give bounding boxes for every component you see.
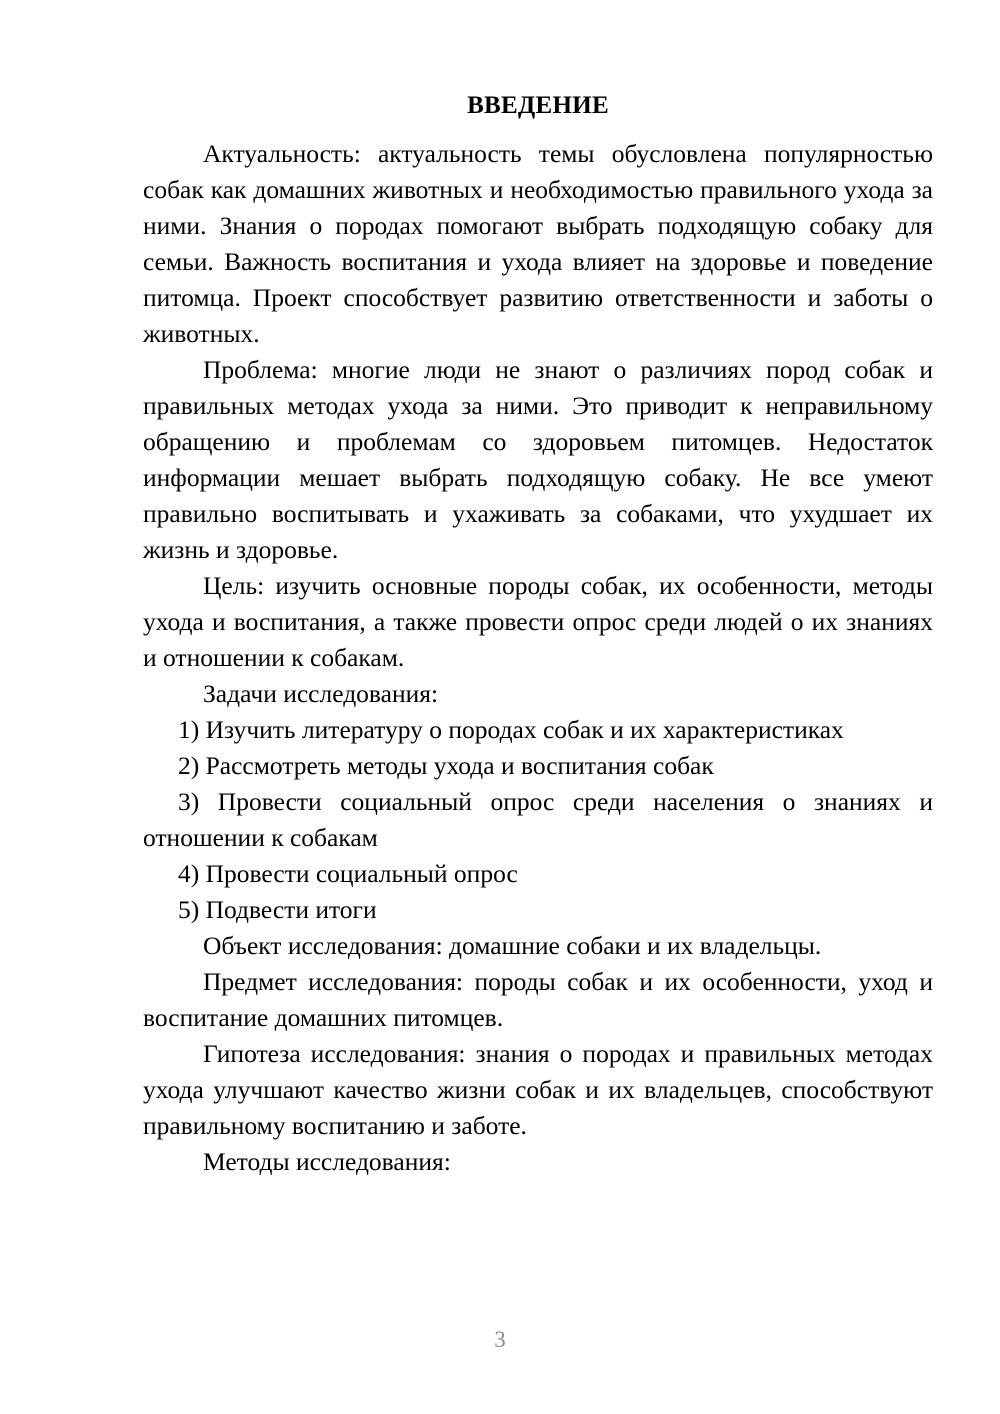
paragraph-object: Объект исследования: домашние собаки и их владельцы.	[203, 931, 822, 960]
document-body	[143, 88, 933, 1180]
paragraph-subject: Предмет исследования: породы собак и их особенности, уход и воспитание домашних питомцев.	[143, 967, 933, 1032]
page-title: ВВЕДЕНИЕ	[467, 92, 609, 119]
methods-heading: Методы исследования:	[203, 1147, 451, 1176]
task-list-item: 5) Подвести итоги	[178, 895, 377, 924]
task-list-item: 1) Изучить литературу о породах собак и их характеристиках	[178, 715, 844, 744]
tasks-heading: Задачи исследования:	[203, 679, 439, 708]
page-number: 3	[494, 1327, 506, 1352]
paragraph-relevance: Актуальность: актуальность темы обусловлена популярностью собак как домашних животных и необходимостью правильного ухода за ними. Знания о породах помогают выбрать подходящую собаку для семьи. Важность воспитания и ухода влияет на здоровье и поведение питомца. Проект способствует развитию ответственности и заботы о животных.	[143, 139, 933, 348]
task-list-item: 3) Провести социальный опрос среди населения о знаниях и отношении к собакам	[143, 787, 933, 852]
task-list-item: 4) Провести социальный опрос	[178, 859, 518, 888]
paragraph-goal: Цель: изучить основные породы собак, их особенности, методы ухода и воспитания, а также провести опрос среди людей о их знаниях и отношении к собакам.	[143, 571, 933, 672]
task-list-item: 2) Рассмотреть методы ухода и воспитания собак	[178, 751, 714, 780]
paragraph-hypothesis: Гипотеза исследования: знания о породах и правильных методах ухода улучшают качество жизни собак и их владельцев, способствуют правильному воспитанию и заботе.	[143, 1039, 933, 1140]
paragraph-problem: Проблема: многие люди не знают о различиях пород собак и правильных методах ухода за ними. Это приводит к неправильному обращению и проблемам со здоровьем питомцев. Недостаток информации мешает выбрать подходящую собаку. Не все умеют правильно воспитывать и ухаживать за собаками, что ухудшает их жизнь и здоровье.	[143, 355, 933, 564]
